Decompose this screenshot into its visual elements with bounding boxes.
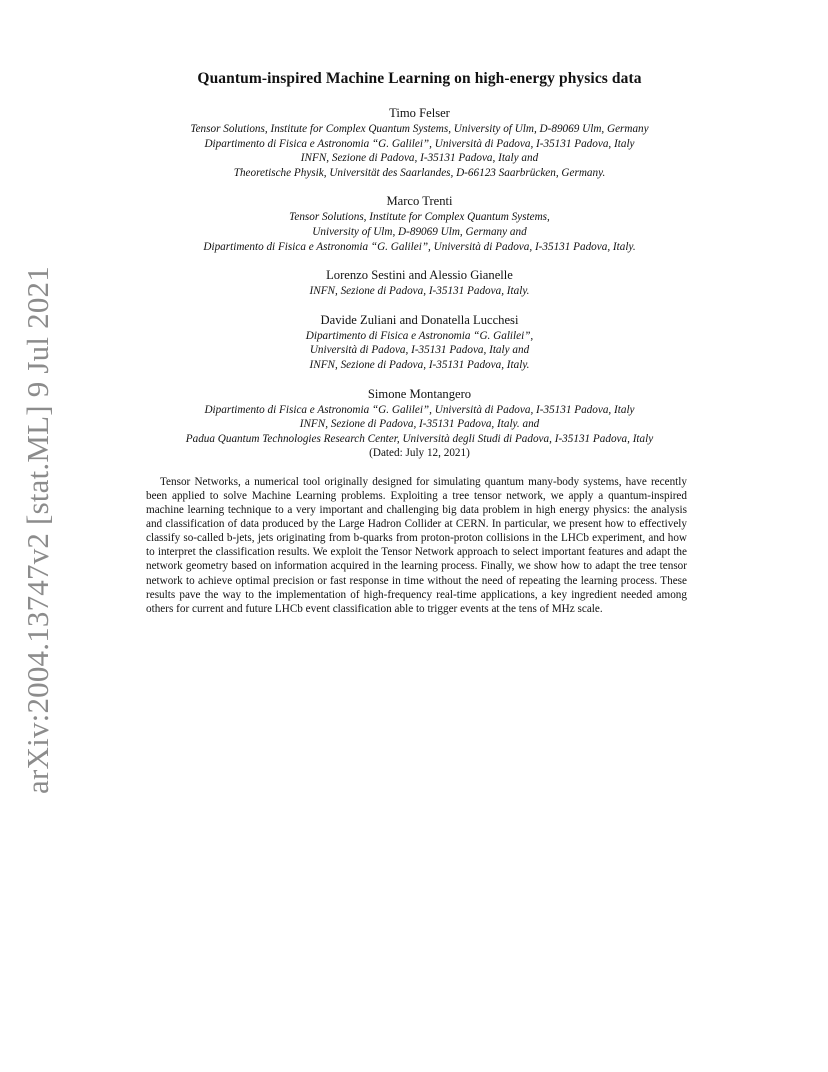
affiliation-line: University of Ulm, D-89069 Ulm, Germany and	[312, 225, 527, 238]
affiliation-line: Università di Padova, I-35131 Padova, Italy and	[309, 344, 530, 357]
affiliation-line: Tensor Solutions, Institute for Complex Quantum Systems,	[289, 211, 550, 224]
affiliation-line: Padua Quantum Technologies Research Center, Università degli Studi di Padova, I-35131 Padova, Italy	[185, 432, 654, 445]
author-name: Simone Montangero	[367, 386, 472, 401]
affiliation-line: Dipartimento di Fisica e Astronomia “G. Galilei”,	[305, 329, 534, 342]
abstract: Tensor Networks, a numerical tool originally designed for simulating quantum many-body systems, have recently been applied to solve Machine Learning problems. Exploiting a tree tensor network, we apply a quantum-inspired machine learning technique to a very important and challenging big data problem in high energy physics: the analysis and classification of data produced by the Large Hadron Collider at CERN. In particular, we present how to effectively classify so-called b-jets, jets originating from b-quarks from proton-proton collisions in the LHCb experiment, and how to interpret the classification results. We exploit the Tensor Network approach to select important features and adapt the network geometry based on information acquired in the learning process. Finally, we show how to adapt the tree tensor network to achieve optimal precision or fast response in time without the need of repeating the learning process. These results pave the way to the implementation of high-frequency real-time applications, a key ingredient needed among others for current and future LHCb event classification able to trigger events at the tens of MHz scale.	[146, 475, 687, 615]
author-block	[132, 106, 707, 180]
affiliation-line: INFN, Sezione di Padova, I-35131 Padova, Italy.	[309, 285, 530, 298]
affiliation-line: Dipartimento di Fisica e Astronomia “G. Galilei”, Università di Padova, I-35131 Padova, Italy	[204, 137, 635, 150]
paper-front-matter	[132, 70, 707, 616]
author-name: Timo Felser	[389, 106, 450, 120]
dated-line: (Dated: July 12, 2021)	[369, 447, 470, 460]
author-name: Davide Zuliani and Donatella Lucchesi	[320, 312, 519, 327]
author-block	[132, 268, 707, 299]
affiliation-line: INFN, Sezione di Padova, I-35131 Padova, Italy and	[300, 152, 539, 165]
affiliation-line: INFN, Sezione di Padova, I-35131 Padova, Italy.	[309, 358, 530, 371]
affiliation-line: Tensor Solutions, Institute for Complex Quantum Systems, University of Ulm, D-89069 Ulm, Germany	[190, 123, 649, 135]
author-name: Lorenzo Sestini and Alessio Gianelle	[326, 268, 513, 283]
author-name: Marco Trenti	[386, 194, 453, 209]
author-block	[132, 313, 707, 373]
author-block	[132, 194, 707, 254]
affiliation-line: INFN, Sezione di Padova, I-35131 Padova, Italy. and	[299, 418, 540, 431]
paper-title: Quantum-inspired Machine Learning on high-energy physics data	[197, 70, 642, 87]
affiliation-line: Theoretische Physik, Universität des Saarlandes, D-66123 Saarbrücken, Germany.	[233, 166, 606, 179]
affiliation-line: Dipartimento di Fisica e Astronomia “G. Galilei”, Università di Padova, I-35131 Padova, Italy.	[203, 240, 636, 253]
author-block	[132, 387, 707, 447]
affiliation-line: Dipartimento di Fisica e Astronomia “G. Galilei”, Università di Padova, I-35131 Padova, Italy	[204, 403, 635, 416]
arxiv-stamp: arXiv:2004.13747v2 [stat.ML] 9 Jul 2021	[20, 266, 55, 794]
